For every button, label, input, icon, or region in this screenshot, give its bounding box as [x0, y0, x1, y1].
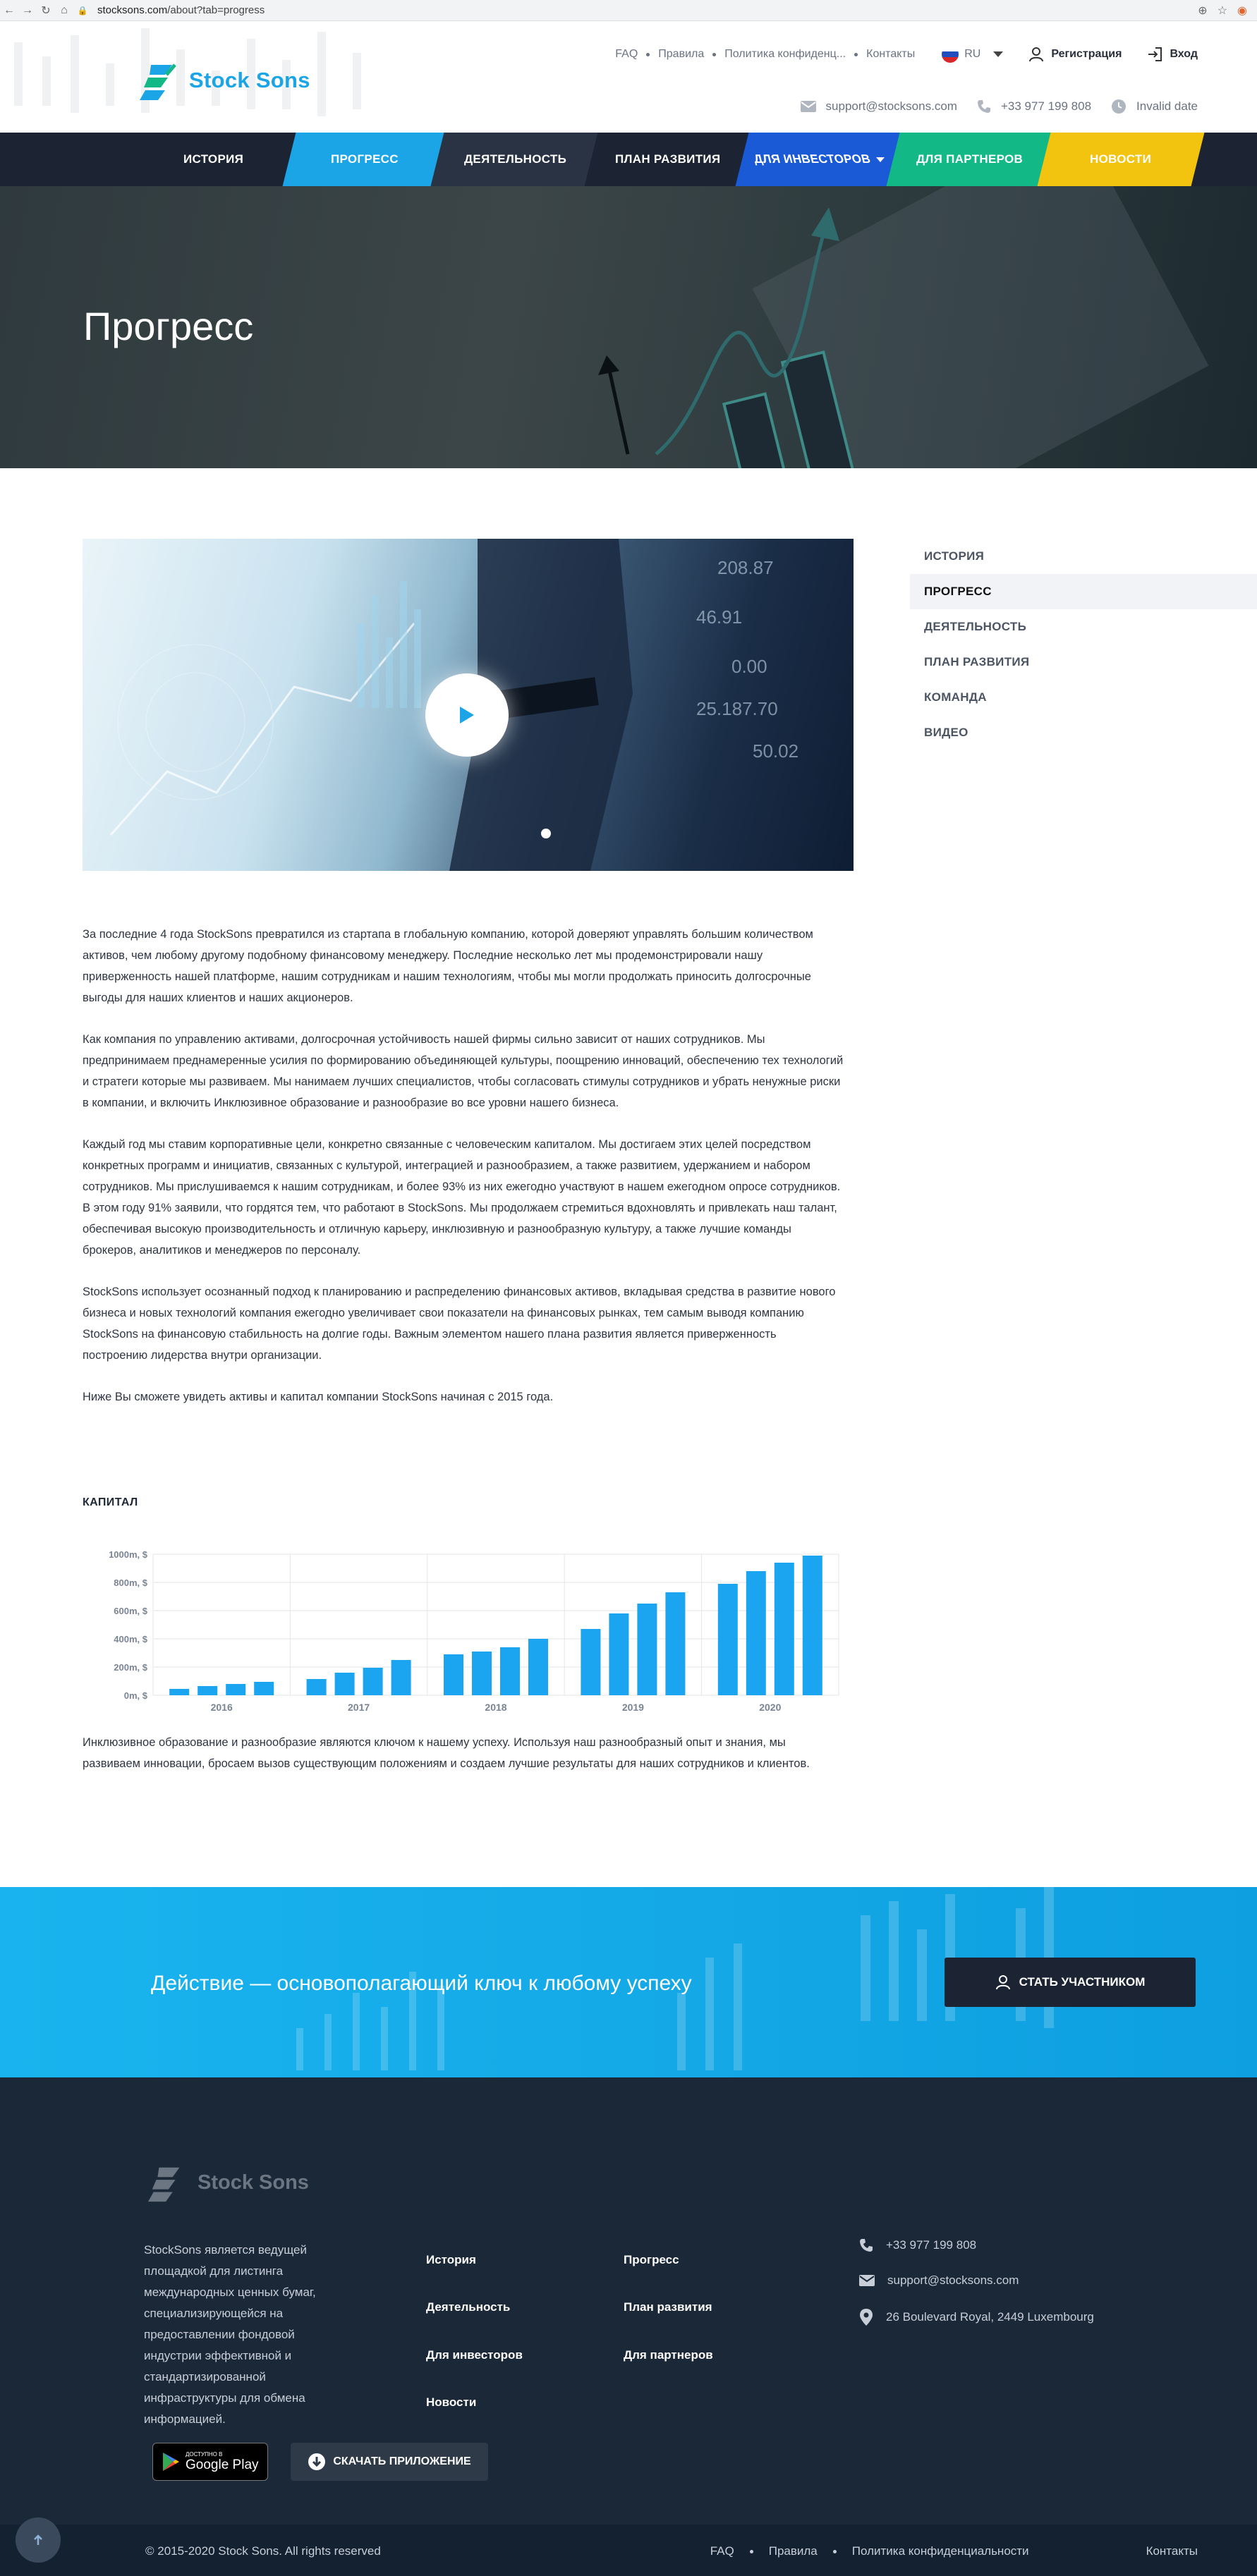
- google-play-text: Google Play: [186, 2458, 259, 2472]
- chart-bar: [775, 1563, 794, 1695]
- paragraph: Ниже Вы сможете увидеть активы и капитал компании StockSons начиная с 2015 года.: [83, 1391, 554, 1403]
- top-link-faq[interactable]: FAQ: [615, 48, 638, 60]
- header-date-text: Invalid date: [1136, 99, 1198, 113]
- language-code: RU: [964, 48, 981, 60]
- download-icon: [308, 2453, 326, 2471]
- separator-dot: [750, 2550, 753, 2553]
- chart-bar: [637, 1604, 657, 1695]
- footer-address: [859, 2309, 1094, 2326]
- chart-y-tick-label: 0m, $: [123, 1690, 147, 1701]
- cta-banner: [0, 1887, 1257, 2077]
- chart-bar: [609, 1613, 628, 1695]
- paragraph: За последние 4 года StockSons превратился из стартапа в глобальную компанию, которой доверяют управлять большим количеством активов, чем любому другому подобному финансовому менеджеру. Последние несколько лет мы продемонстрировали нашу приверженность нашей платформе, нашим сотрудникам и нашим технологиям, чтобы мы могли продолжать приносить долгосрочные выгоды для наших клиентов и наших акционеров.: [83, 928, 813, 1004]
- become-member-button[interactable]: [945, 1958, 1196, 2007]
- phone-icon: [859, 2238, 873, 2252]
- footer-email-text: support@stocksons.com: [887, 2273, 1019, 2287]
- forward-icon[interactable]: →: [22, 4, 33, 16]
- chart-bar: [528, 1639, 548, 1695]
- header-date: [1111, 99, 1198, 114]
- download-app-button[interactable]: [291, 2443, 488, 2481]
- chart-bar: [226, 1684, 245, 1695]
- hero-banner: [0, 186, 1257, 468]
- chart-bar: [335, 1673, 355, 1695]
- extension-icon[interactable]: ◉: [1237, 4, 1247, 17]
- sidebar-item-development-plan[interactable]: ПЛАН РАЗВИТИЯ: [924, 655, 1030, 669]
- chart-y-tick-label: 600m, $: [114, 1606, 147, 1616]
- language-selector[interactable]: [942, 46, 1003, 63]
- register-label: Регистрация: [1051, 48, 1122, 60]
- phone-icon: [977, 99, 991, 114]
- arrow-up-icon: [32, 2534, 44, 2546]
- capital-title: КАПИТАЛ: [83, 1496, 138, 1508]
- download-app-label: СКАЧАТЬ ПРИЛОЖЕНИЕ: [333, 2455, 471, 2467]
- chart-bar: [363, 1668, 383, 1695]
- google-play-button[interactable]: [152, 2443, 268, 2481]
- chart-bar: [472, 1652, 492, 1695]
- chart-x-tick-label: 2018: [485, 1702, 507, 1713]
- add-icon[interactable]: ⊕: [1198, 4, 1208, 17]
- chart-y-tick-label: 200m, $: [114, 1662, 147, 1673]
- separator-dot: [854, 53, 858, 56]
- site-logo[interactable]: [138, 59, 310, 102]
- nav-activity[interactable]: ДЕЯТЕЛЬНОСТЬ: [431, 133, 601, 186]
- top-links: [607, 46, 1257, 63]
- svg-text:50.02: 50.02: [753, 740, 799, 762]
- about-sidebar-menu: [910, 539, 1257, 750]
- svg-text:208.87: 208.87: [717, 557, 774, 578]
- separator-dot: [833, 2550, 837, 2553]
- paragraph: Каждый год мы ставим корпоративные цели, конкретно связанные с человеческим капиталом. Мы достигаем этих целей посредством конкретных программ и инициатив, связанных с культурой, интеграцией и разнообразием, а также развитием, удержанием и набором сотрудников. Мы прислушиваемся к нашим сотрудникам, и более 93% из них ежегодно участвуют в нашем ежегодном опросе сотрудников. В этом году 91% заявили, что гордятся тем, что работают в StockSons. Мы продолжаем стремиться вдохновлять и привлекать наш талант, обеспечивая высокую производительность и отличную карьеру, инклюзивную и разнообразную культуру, а также лучшие команды брокеров, аналитиков и менеджеров по персоналу.: [83, 1138, 841, 1257]
- chart-bar: [169, 1689, 189, 1695]
- footer-logo[interactable]: [145, 2162, 309, 2203]
- footer-phone-text: +33 977 199 808: [886, 2238, 977, 2252]
- chart-x-tick-label: 2017: [348, 1702, 370, 1713]
- footer-phone[interactable]: [859, 2238, 976, 2252]
- separator-dot: [712, 53, 716, 56]
- video-player[interactable]: [83, 539, 854, 871]
- copyright: © 2015-2020 Stock Sons. All rights reserved: [145, 2544, 381, 2558]
- footer-bottom-bar: [0, 2525, 1257, 2576]
- site-footer: [0, 2077, 1257, 2576]
- login-label: Вход: [1170, 48, 1198, 60]
- site-header: [0, 21, 1257, 133]
- footer-logo-text: Stock Sons: [198, 2171, 309, 2194]
- dropdown-caret-icon: [875, 157, 884, 162]
- top-link-contacts[interactable]: Контакты: [866, 48, 916, 60]
- become-member-label: СТАТЬ УЧАСТНИКОМ: [1019, 1975, 1146, 1989]
- paragraph: Как компания по управлению активами, долгосрочная устойчивость нашей фирмы сильно зависит от наших сотрудников. Мы предпринимаем преднамеренные усилия по формированию объединяющей культуры, поощрению инноваций, обеспечению тех технологий и стратеги которые мы развиваем. Мы нанимаем лучших специалистов, чтобы согласовать стимулы сотрудников и убрать ненужные риски в компании, и включить Инклюзивное образование и разнообразие во все уровни нашего бизнеса.: [83, 1033, 844, 1109]
- header-email-text: support@stocksons.com: [825, 99, 957, 113]
- logo-text: Stock Sons: [189, 68, 310, 92]
- footer-address-text: 26 Boulevard Royal, 2449 Luxembourg: [886, 2310, 1094, 2324]
- progress-text: [83, 924, 844, 1428]
- chart-x-tick-label: 2019: [621, 1702, 644, 1713]
- back-icon[interactable]: ←: [4, 4, 15, 16]
- paragraph: StockSons использует осознанный подход к планированию и распределению финансовых активов, вкладывая средства в развитие нового бизнеса и новых технологий компания ежегодно увеличивает свои показатели на финансовых рынках, тем самым выводя компанию StockSons на финансовую стабильность на долгие годы. Важным элементом нашего плана развития является приверженность построению лидерства внутри организации.: [83, 1286, 836, 1362]
- map-pin-icon: [859, 2309, 873, 2326]
- sidebar-item-history[interactable]: ИСТОРИЯ: [924, 549, 985, 563]
- chart-bar: [391, 1660, 411, 1695]
- browser-toolbar: [0, 0, 1257, 21]
- login-icon: [1147, 47, 1162, 62]
- chart-x-tick-label: 2016: [210, 1702, 233, 1713]
- header-contacts: [781, 99, 1198, 114]
- footer-bottom-rules[interactable]: Правила: [768, 2544, 818, 2558]
- top-link-rules[interactable]: Правила: [658, 48, 705, 60]
- chart-bar: [500, 1647, 520, 1695]
- chart-bar: [746, 1571, 766, 1695]
- separator-dot: [646, 53, 650, 56]
- nav-progress[interactable]: ПРОГРЕСС: [283, 133, 447, 186]
- footer-bottom-privacy[interactable]: Политика конфиденциальности: [851, 2544, 1029, 2558]
- chart-bar: [718, 1584, 738, 1695]
- nav-development-plan[interactable]: ПЛАН РАЗВИТИЯ: [585, 133, 752, 186]
- home-icon[interactable]: ⌂: [61, 4, 68, 16]
- footer-link-activity[interactable]: Деятельность: [426, 2300, 511, 2314]
- reload-icon[interactable]: ↻: [41, 4, 51, 17]
- clock-icon: [1111, 99, 1127, 114]
- user-icon: [995, 1974, 1011, 1990]
- chart-y-tick-label: 800m, $: [114, 1577, 147, 1588]
- page-title: Прогресс: [83, 304, 254, 348]
- sidebar-item-progress[interactable]: ПРОГРЕСС: [910, 574, 1257, 609]
- mail-icon: [801, 101, 816, 112]
- play-icon: [459, 706, 475, 724]
- chart-y-tick-label: 400m, $: [114, 1634, 147, 1644]
- chart-bar: [803, 1556, 822, 1695]
- lock-icon: 🔒: [77, 5, 88, 16]
- sidebar-item-video[interactable]: ВИДЕО: [924, 726, 968, 739]
- footer-link-investors[interactable]: Для инвесторов: [426, 2348, 523, 2362]
- russia-flag-icon: [942, 46, 959, 63]
- svg-text:46.91: 46.91: [696, 606, 743, 628]
- footer-link-history[interactable]: История: [426, 2253, 476, 2266]
- mail-icon: [859, 2275, 875, 2286]
- chart-bar: [198, 1686, 217, 1695]
- chart-bar: [444, 1654, 463, 1695]
- nav-news[interactable]: НОВОСТИ: [1038, 133, 1205, 186]
- register-link[interactable]: [1028, 47, 1122, 62]
- user-icon: [1028, 47, 1044, 62]
- address-bar[interactable]: stocksons.com/about?tab=progress: [97, 4, 265, 16]
- capital-bar-chart: [83, 1537, 844, 1721]
- cta-slogan: Действие — основополагающий ключ к любому успеху: [151, 1972, 692, 1995]
- chart-bar: [581, 1629, 600, 1695]
- google-play-icon: [162, 2452, 180, 2472]
- header-phone-text: +33 977 199 808: [1000, 99, 1092, 113]
- footer-about: StockSons является ведущей площадкой для листинга международных ценных бумаг, специализирующейся на предоставлении фондовой индустрии эффективной и стандартизированной инфраструктуры для обмена информацией.: [144, 2243, 316, 2426]
- play-button[interactable]: [425, 673, 509, 757]
- nav-partners[interactable]: ДЛЯ ПАРТНЕРОВ: [887, 133, 1054, 186]
- footer-link-development-plan[interactable]: План развития: [624, 2300, 712, 2314]
- closing-paragraph: Инклюзивное образование и разнообразие являются ключом к нашему успеху. Используя наш разнообразный опыт и знания, мы развиваем инновации, бросаем вызов существующим положениям и создаем лучшие результаты для наших сотрудников и клиентов.: [83, 1736, 810, 1770]
- footer-logo-mark-icon: [145, 2162, 189, 2203]
- footer-bottom-faq[interactable]: FAQ: [710, 2544, 734, 2558]
- chart-x-tick-label: 2020: [759, 1702, 782, 1713]
- footer-email[interactable]: [859, 2273, 1019, 2288]
- bookmark-star-icon[interactable]: ☆: [1217, 4, 1228, 17]
- sidebar-item-activity[interactable]: ДЕЯТЕЛЬНОСТЬ: [924, 620, 1027, 633]
- top-link-privacy[interactable]: Политика конфиденц...: [724, 48, 846, 60]
- nav-investors[interactable]: ДЛЯ ИНВЕСТОРОВ: [736, 133, 903, 186]
- footer-bottom-links: [710, 2544, 1198, 2558]
- sidebar-item-team[interactable]: КОМАНДА: [924, 690, 987, 704]
- chart-bar: [665, 1592, 685, 1695]
- header-phone[interactable]: [977, 99, 1091, 114]
- logo-mark-icon: [138, 59, 181, 102]
- google-play-small-text: ДОСТУПНО В: [186, 2451, 223, 2458]
- footer-bottom-contacts[interactable]: Контакты: [1146, 2544, 1198, 2558]
- footer-link-progress[interactable]: Прогресс: [624, 2253, 679, 2266]
- svg-text:0.00: 0.00: [731, 656, 767, 677]
- nav-history[interactable]: ИСТОРИЯ: [129, 133, 299, 186]
- scroll-to-top-button[interactable]: [16, 2517, 61, 2563]
- footer-link-partners[interactable]: Для партнеров: [624, 2348, 713, 2362]
- chart-y-tick-label: 1000m, $: [109, 1549, 147, 1560]
- chart-bar: [307, 1679, 327, 1695]
- chart-bar: [254, 1682, 274, 1695]
- main-nav: [0, 133, 1257, 186]
- svg-text:25.187.70: 25.187.70: [696, 698, 778, 719]
- login-link[interactable]: [1147, 47, 1198, 62]
- footer-link-news[interactable]: Новости: [426, 2395, 477, 2409]
- caret-down-icon: [993, 51, 1003, 57]
- header-email[interactable]: [801, 99, 957, 114]
